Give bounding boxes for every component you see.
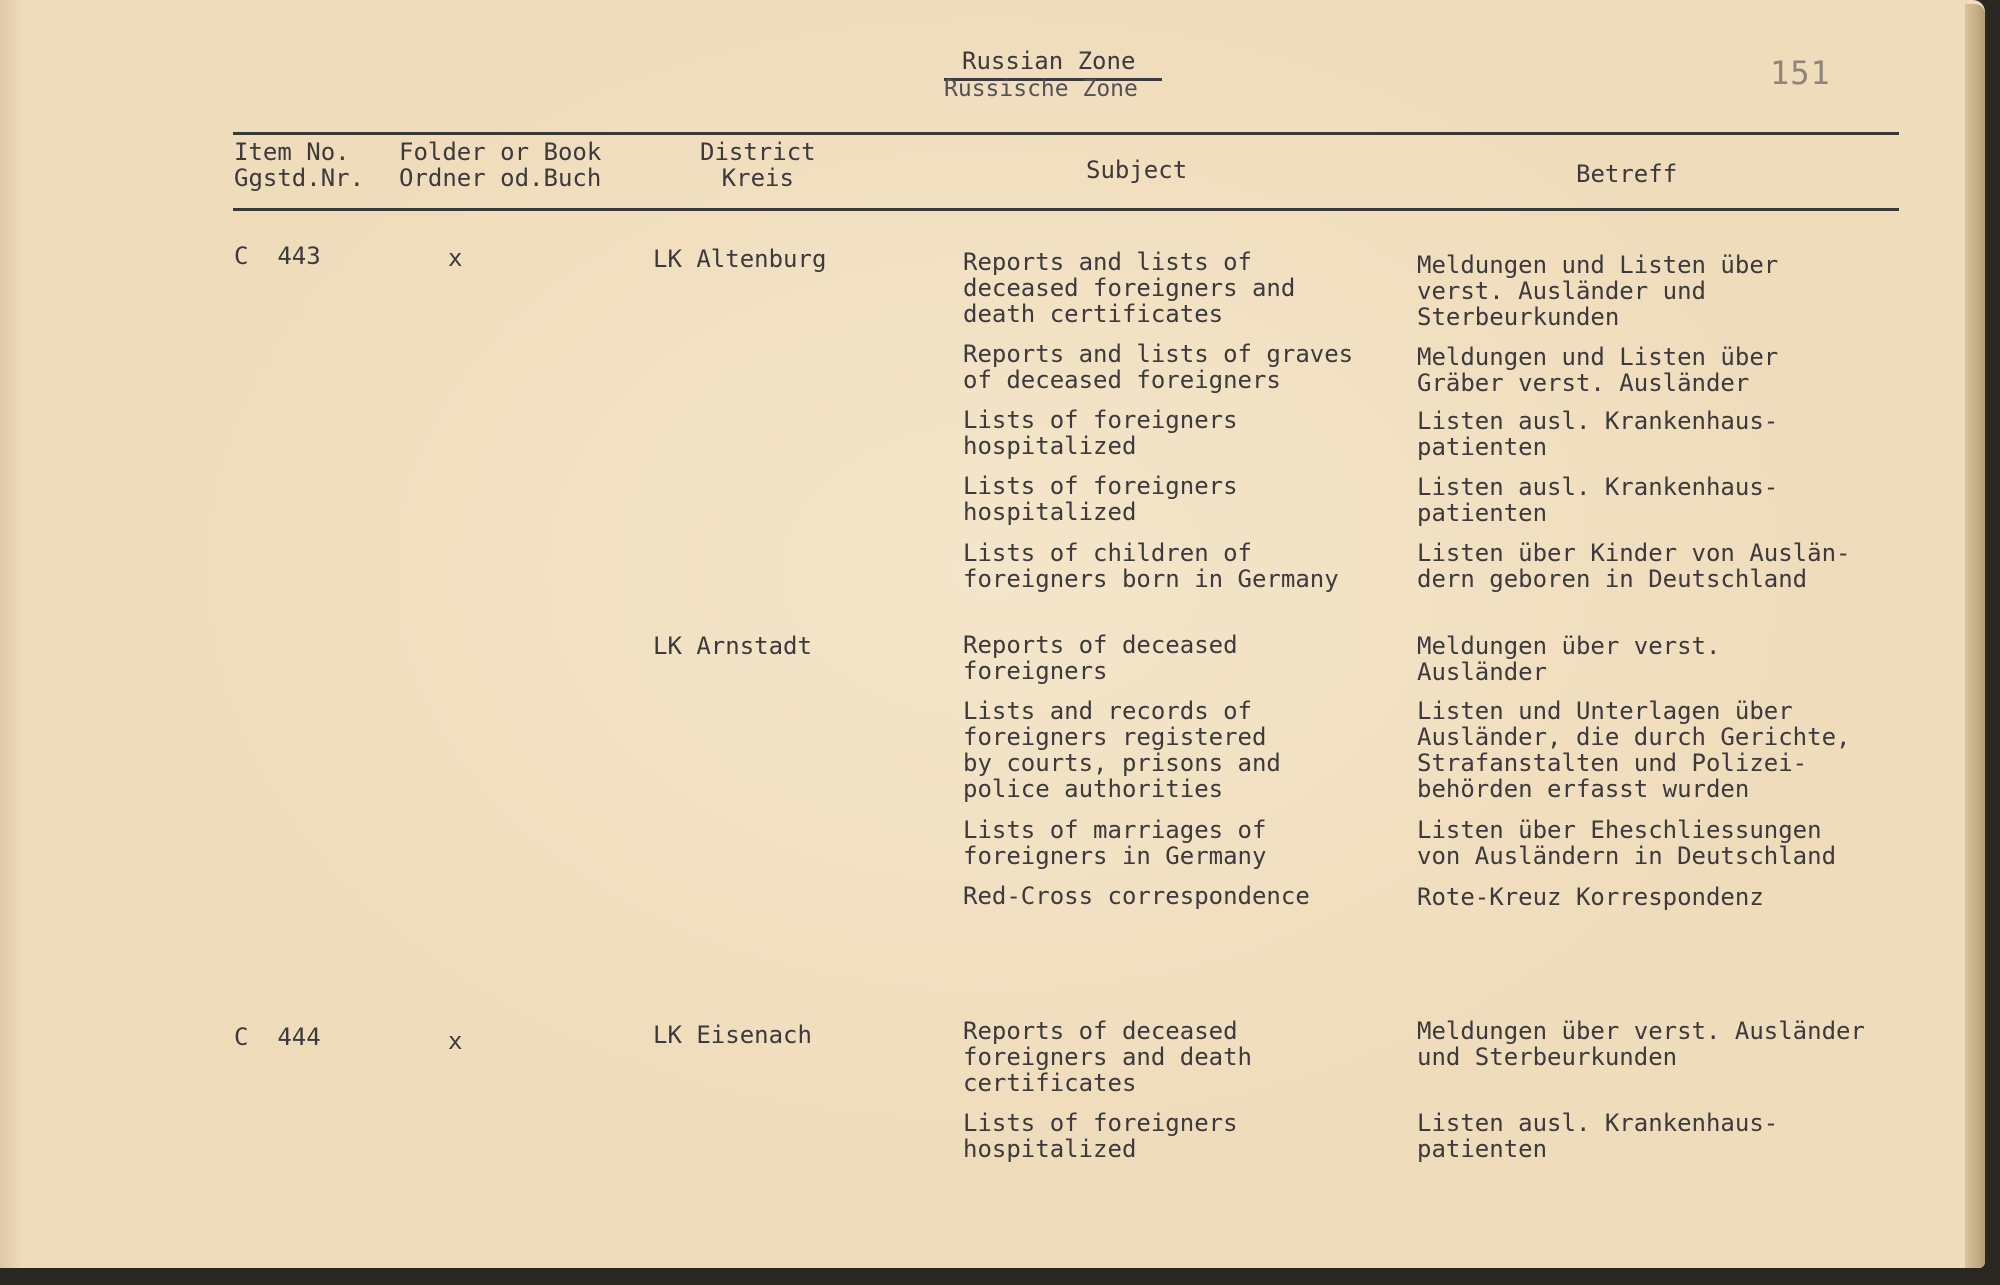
betreff-text: Meldungen über verst. Ausländer <box>1417 632 1721 686</box>
zone-title-english: Russian Zone <box>962 47 1136 75</box>
betreff-text: Listen ausl. Krankenhaus- patienten <box>1417 1109 1779 1163</box>
betreff-text: Meldungen über verst. Ausländer und Sterbeurkunden <box>1417 1017 1865 1071</box>
column-header-folder-en: Folder or Book <box>399 138 602 166</box>
subject-text: Reports of deceased foreigners <box>963 631 1238 685</box>
betreff-text: Meldungen und Listen über Gräber verst. Ausländer <box>1417 343 1779 397</box>
subject-text: Reports and lists of deceased foreigners and death certificates <box>963 248 1296 328</box>
district-name: LK Altenburg <box>653 245 827 273</box>
header-rule-bottom <box>233 208 1899 211</box>
column-header-district-en: District <box>700 138 816 166</box>
column-header-item-en: Item No. <box>234 138 350 166</box>
page-number: 151 <box>1770 54 1831 92</box>
zone-title-german: Russische Zone <box>944 76 1138 102</box>
betreff-text: Listen über Kinder von Auslän- dern geboren in Deutschland <box>1417 539 1851 593</box>
column-header-subject-label: Subject <box>1086 156 1188 184</box>
column-header-folder <box>399 139 601 191</box>
column-header-folder-de: Ordner od.Buch <box>399 164 602 192</box>
column-header-district-de: Kreis <box>721 164 794 192</box>
column-header-item-no <box>234 139 364 191</box>
column-header-betreff-label: Betreff <box>1576 160 1678 188</box>
subject-text: Reports of deceased foreigners and death certificates <box>963 1017 1252 1097</box>
subject-text: Lists of foreigners hospitalized <box>963 1109 1238 1163</box>
subject-text: Reports and lists of graves of deceased foreigners <box>963 340 1354 394</box>
betreff-text: Listen ausl. Krankenhaus- patienten <box>1417 407 1779 461</box>
betreff-text: Meldungen und Listen über verst. Ausländer und Sterbeurkunden <box>1417 251 1779 331</box>
header-rule-top <box>233 132 1899 135</box>
betreff-text: Rote-Kreuz Korrespondenz <box>1417 883 1764 911</box>
column-header-district <box>700 139 816 191</box>
subject-text: Lists and records of foreigners registered by courts, prisons and police authorities <box>963 697 1281 803</box>
subject-text: Red-Cross correspondence <box>963 882 1310 910</box>
subject-text: Lists of children of foreigners born in Germany <box>963 539 1339 593</box>
page-edge <box>1965 4 1985 1268</box>
betreff-text: Listen und Unterlagen über Ausländer, die durch Gerichte, Strafanstalten und Polizei- behörden erfasst wurden <box>1417 697 1851 803</box>
betreff-text: Listen über Eheschliessungen von Ausländern in Deutschland <box>1417 816 1837 870</box>
betreff-text: Listen ausl. Krankenhaus- patienten <box>1417 473 1779 527</box>
column-header-item-de: Ggstd.Nr. <box>234 164 365 192</box>
item-number: C 443 <box>234 242 321 270</box>
subject-text: Lists of foreigners hospitalized <box>963 406 1238 460</box>
folder-mark: x <box>448 244 463 272</box>
district-name: LK Arnstadt <box>653 632 812 660</box>
subject-text: Lists of foreigners hospitalized <box>963 472 1238 526</box>
column-header-subject <box>1086 157 1187 183</box>
folder-mark: x <box>448 1027 463 1055</box>
column-header-betreff <box>1576 161 1677 187</box>
item-number: C 444 <box>234 1023 321 1051</box>
subject-text: Lists of marriages of foreigners in Germany <box>963 816 1267 870</box>
district-name: LK Eisenach <box>653 1021 812 1049</box>
